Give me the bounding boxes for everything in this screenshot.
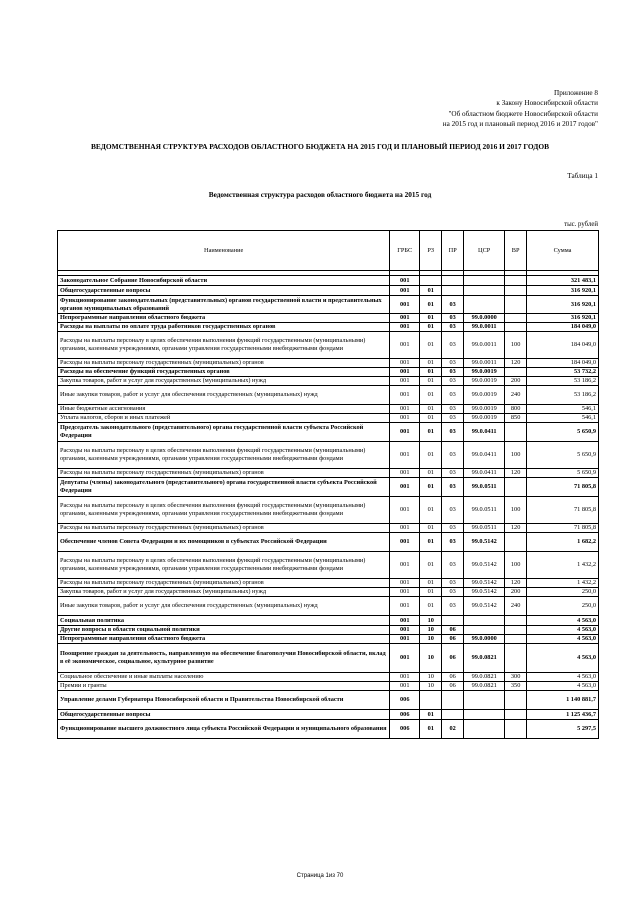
row-grbs: 001 xyxy=(390,405,420,414)
row-rz: 10 xyxy=(420,635,442,644)
row-name: Депутаты (члены) законодательного (представительного) органа государственной власти субъекта Российской Федерации xyxy=(58,478,390,497)
header-pr: ПР xyxy=(442,231,464,271)
row-grbs: 001 xyxy=(390,533,420,552)
row-rz: 01 xyxy=(420,296,442,314)
row-vr: 200 xyxy=(505,588,527,597)
row-vr xyxy=(505,286,527,296)
row-vr xyxy=(505,533,527,552)
row-sum: 184 049,0 xyxy=(527,359,599,368)
row-vr xyxy=(505,368,527,377)
row-name: Социальная политика xyxy=(58,616,390,626)
row-sum: 1 140 881,7 xyxy=(527,691,599,710)
row-vr xyxy=(505,644,527,673)
table-row xyxy=(58,478,599,497)
row-rz: 01 xyxy=(420,597,442,616)
row-csr: 99.0.0511 xyxy=(464,478,505,497)
row-grbs: 001 xyxy=(390,524,420,533)
row-pr: 06 xyxy=(442,682,464,691)
row-pr xyxy=(442,616,464,626)
table-row xyxy=(58,579,599,588)
row-rz: 01 xyxy=(420,710,442,720)
row-rz: 01 xyxy=(420,720,442,739)
row-name: Другие вопросы в области социальной политики xyxy=(58,626,390,635)
table-row xyxy=(58,616,599,626)
row-rz: 01 xyxy=(420,533,442,552)
table-row xyxy=(58,276,599,286)
row-vr xyxy=(505,720,527,739)
row-csr xyxy=(464,710,505,720)
row-name: Расходы на выплаты персоналу в целях обеспечения выполнения функций государственными (муниципальными) органами, казенными учреждениями, органами управления государственными внебюджетными фондами xyxy=(58,442,390,469)
row-pr xyxy=(442,276,464,286)
row-grbs: 001 xyxy=(390,377,420,386)
row-name: Расходы на выплаты персоналу государственных (муниципальных) органов xyxy=(58,579,390,588)
row-sum: 1 682,2 xyxy=(527,533,599,552)
row-name: Закупка товаров, работ и услуг для государственных (муниципальных) нужд xyxy=(58,377,390,386)
row-rz xyxy=(420,276,442,286)
row-rz: 01 xyxy=(420,359,442,368)
table-row xyxy=(58,682,599,691)
row-sum: 4 563,0 xyxy=(527,644,599,673)
row-name: Общегосударственные вопросы xyxy=(58,286,390,296)
row-csr: 99.0.0011 xyxy=(464,323,505,332)
row-name: Премии и гранты xyxy=(58,682,390,691)
row-name: Расходы на выплаты персоналу государственных (муниципальных) органов xyxy=(58,469,390,478)
row-sum: 5 650,9 xyxy=(527,423,599,442)
row-rz: 10 xyxy=(420,682,442,691)
row-sum: 316 920,1 xyxy=(527,296,599,314)
row-sum: 316 920,1 xyxy=(527,286,599,296)
row-sum: 4 563,0 xyxy=(527,673,599,682)
table-row xyxy=(58,442,599,469)
row-grbs: 001 xyxy=(390,579,420,588)
row-grbs: 001 xyxy=(390,386,420,405)
row-csr: 99.0.0011 xyxy=(464,332,505,359)
table-row xyxy=(58,497,599,524)
row-vr: 240 xyxy=(505,597,527,616)
row-name: Управление делами Губернатора Новосибирской области и Правительства Новосибирской области xyxy=(58,691,390,710)
row-csr: 99.0.0019 xyxy=(464,386,505,405)
row-name: Функционирование высшего должностного лица субъекта Российской Федерации и муниципального образования xyxy=(58,720,390,739)
row-sum: 5 297,5 xyxy=(527,720,599,739)
row-grbs: 001 xyxy=(390,673,420,682)
row-grbs: 001 xyxy=(390,588,420,597)
row-name: Расходы на выплаты по оплате труда работников государственных органов xyxy=(58,323,390,332)
row-pr: 03 xyxy=(442,579,464,588)
row-grbs: 001 xyxy=(390,442,420,469)
row-pr: 03 xyxy=(442,405,464,414)
row-pr: 03 xyxy=(442,414,464,423)
row-sum: 4 563,0 xyxy=(527,635,599,644)
row-pr: 03 xyxy=(442,323,464,332)
table-row xyxy=(58,720,599,739)
row-csr xyxy=(464,276,505,286)
row-csr xyxy=(464,616,505,626)
row-csr: 99.0.0411 xyxy=(464,423,505,442)
row-grbs: 001 xyxy=(390,286,420,296)
appendix-line-1: Приложение 8 xyxy=(554,89,598,97)
row-csr xyxy=(464,286,505,296)
row-csr: 99.0.0019 xyxy=(464,405,505,414)
header-vr: ВР xyxy=(505,231,527,271)
row-csr: 99.0.0821 xyxy=(464,682,505,691)
row-pr: 03 xyxy=(442,533,464,552)
row-csr xyxy=(464,691,505,710)
row-vr: 120 xyxy=(505,579,527,588)
table-row xyxy=(58,377,599,386)
row-sum: 250,0 xyxy=(527,597,599,616)
row-rz: 01 xyxy=(420,423,442,442)
row-sum: 184 049,0 xyxy=(527,332,599,359)
row-grbs: 001 xyxy=(390,478,420,497)
row-sum: 546,1 xyxy=(527,414,599,423)
row-pr: 03 xyxy=(442,478,464,497)
row-csr: 99.0.5142 xyxy=(464,588,505,597)
row-rz: 01 xyxy=(420,323,442,332)
row-vr: 100 xyxy=(505,332,527,359)
row-grbs: 001 xyxy=(390,644,420,673)
table-header-row xyxy=(58,231,599,271)
row-rz: 01 xyxy=(420,579,442,588)
row-grbs: 001 xyxy=(390,469,420,478)
row-sum: 1 432,2 xyxy=(527,579,599,588)
row-name: Расходы на обеспечение функций государственных органов xyxy=(58,368,390,377)
row-rz: 10 xyxy=(420,673,442,682)
main-title: ВЕДОМСТВЕННАЯ СТРУКТУРА РАСХОДОВ ОБЛАСТНОГО БЮДЖЕТА НА 2015 ГОД И ПЛАНОВЫЙ ПЕРИОД 2016 И 2017 ГОДОВ xyxy=(90,142,550,151)
row-name: Поощрение граждан за деятельность, направленную на обеспечение благополучия Новосибирской области, вклад в её экономическое, социальное, культурное развитие xyxy=(58,644,390,673)
row-grbs: 001 xyxy=(390,597,420,616)
row-csr: 99.0.0019 xyxy=(464,414,505,423)
row-vr xyxy=(505,276,527,286)
row-pr: 03 xyxy=(442,442,464,469)
header-csr: ЦСР xyxy=(464,231,505,271)
row-vr xyxy=(505,323,527,332)
row-vr xyxy=(505,296,527,314)
table-row xyxy=(58,314,599,323)
row-sum: 546,1 xyxy=(527,405,599,414)
row-grbs: 001 xyxy=(390,332,420,359)
row-pr: 03 xyxy=(442,497,464,524)
row-name: Функционирование законодательных (представительных) органов государственной власти и представительных органов муниципальных образований xyxy=(58,296,390,314)
sub-title: Ведомственная структура расходов областного бюджета на 2015 год xyxy=(208,190,432,199)
table-row xyxy=(58,359,599,368)
row-grbs: 001 xyxy=(390,497,420,524)
row-pr: 03 xyxy=(442,524,464,533)
budget-table xyxy=(57,230,599,739)
row-vr: 800 xyxy=(505,405,527,414)
row-name: Расходы на выплаты персоналу государственных (муниципальных) органов xyxy=(58,524,390,533)
appendix-line-4: на 2015 год и плановый период 2016 и 2017 годов" xyxy=(442,119,598,128)
row-pr: 06 xyxy=(442,673,464,682)
row-sum: 1 125 436,7 xyxy=(527,710,599,720)
row-vr xyxy=(505,626,527,635)
row-sum: 4 563,0 xyxy=(527,626,599,635)
table-row xyxy=(58,469,599,478)
row-csr: 99.0.5142 xyxy=(464,533,505,552)
appendix-line-3: "Об областном бюджете Новосибирской области xyxy=(448,109,598,118)
table-row xyxy=(58,423,599,442)
page-footer: Страница 1из 70 xyxy=(296,873,344,879)
row-grbs: 001 xyxy=(390,368,420,377)
row-vr: 120 xyxy=(505,469,527,478)
row-grbs: 001 xyxy=(390,359,420,368)
row-pr: 03 xyxy=(442,359,464,368)
row-csr: 99.0.0019 xyxy=(464,377,505,386)
row-sum: 53 732,2 xyxy=(527,368,599,377)
row-csr: 99.0.0019 xyxy=(464,368,505,377)
table-row xyxy=(58,386,599,405)
row-pr xyxy=(442,286,464,296)
table-row xyxy=(58,296,599,314)
table-row xyxy=(58,635,599,644)
row-sum: 321 483,1 xyxy=(527,276,599,286)
row-name: Законодательное Собрание Новосибирской области xyxy=(58,276,390,286)
row-name: Расходы на выплаты персоналу в целях обеспечения выполнения функций государственными (муниципальными) органами, казенными учреждениями, органами управления государственными внебюджетными фондами xyxy=(58,552,390,579)
row-vr xyxy=(505,635,527,644)
row-rz: 01 xyxy=(420,588,442,597)
row-vr xyxy=(505,478,527,497)
row-vr xyxy=(505,691,527,710)
row-csr: 99.0.0821 xyxy=(464,673,505,682)
row-vr: 240 xyxy=(505,386,527,405)
row-vr xyxy=(505,616,527,626)
row-grbs: 001 xyxy=(390,296,420,314)
row-name: Расходы на выплаты персоналу государственных (муниципальных) органов xyxy=(58,359,390,368)
row-pr: 02 xyxy=(442,720,464,739)
row-pr: 03 xyxy=(442,469,464,478)
units-label: тыс. рублей xyxy=(564,221,598,228)
row-vr: 350 xyxy=(505,682,527,691)
appendix-block xyxy=(443,88,598,129)
row-name: Уплата налогов, сборов и иных платежей xyxy=(58,414,390,423)
row-rz: 01 xyxy=(420,497,442,524)
row-grbs: 006 xyxy=(390,720,420,739)
row-vr: 300 xyxy=(505,673,527,682)
table-row xyxy=(58,597,599,616)
row-pr: 03 xyxy=(442,386,464,405)
row-sum: 5 650,9 xyxy=(527,469,599,478)
row-name: Непрограммные направления областного бюджета xyxy=(58,314,390,323)
row-pr: 03 xyxy=(442,314,464,323)
row-csr: 99.0.5142 xyxy=(464,579,505,588)
table-number: Таблица 1 xyxy=(567,172,598,180)
row-rz: 01 xyxy=(420,386,442,405)
row-pr: 03 xyxy=(442,332,464,359)
row-csr: 99.0.0511 xyxy=(464,524,505,533)
row-csr xyxy=(464,720,505,739)
row-name: Социальное обеспечение и иные выплаты населению xyxy=(58,673,390,682)
table-row xyxy=(58,524,599,533)
row-vr: 100 xyxy=(505,552,527,579)
row-name: Общегосударственные вопросы xyxy=(58,710,390,720)
row-pr xyxy=(442,710,464,720)
row-grbs: 001 xyxy=(390,552,420,579)
row-rz: 01 xyxy=(420,414,442,423)
row-pr: 06 xyxy=(442,644,464,673)
header-rz: РЗ xyxy=(420,231,442,271)
row-vr: 100 xyxy=(505,497,527,524)
row-csr: 99.0.0000 xyxy=(464,635,505,644)
row-rz: 01 xyxy=(420,469,442,478)
header-name: Наименование xyxy=(58,231,390,271)
row-pr: 03 xyxy=(442,597,464,616)
row-vr xyxy=(505,314,527,323)
table-row xyxy=(58,323,599,332)
table-row xyxy=(58,626,599,635)
table-row xyxy=(58,644,599,673)
table-row xyxy=(58,405,599,414)
appendix-line-2: к Закону Новосибирской области xyxy=(496,99,598,108)
row-pr: 03 xyxy=(442,377,464,386)
row-sum: 71 805,8 xyxy=(527,497,599,524)
row-csr: 99.0.0011 xyxy=(464,359,505,368)
row-csr: 99.0.0411 xyxy=(464,469,505,478)
table-row xyxy=(58,710,599,720)
row-grbs: 001 xyxy=(390,626,420,635)
row-pr: 03 xyxy=(442,552,464,579)
row-name: Председатель законодательного (представительного) органа государственной власти субъекта Российской Федерации xyxy=(58,423,390,442)
row-sum: 5 650,9 xyxy=(527,442,599,469)
row-pr: 03 xyxy=(442,368,464,377)
table-row xyxy=(58,286,599,296)
row-csr: 99.0.0411 xyxy=(464,442,505,469)
row-pr: 03 xyxy=(442,588,464,597)
row-pr: 06 xyxy=(442,626,464,635)
row-vr: 850 xyxy=(505,414,527,423)
row-sum: 53 186,2 xyxy=(527,377,599,386)
row-grbs: 006 xyxy=(390,710,420,720)
row-pr: 03 xyxy=(442,296,464,314)
row-pr: 06 xyxy=(442,635,464,644)
row-name: Иные бюджетные ассигнования xyxy=(58,405,390,414)
row-rz: 10 xyxy=(420,616,442,626)
row-grbs: 001 xyxy=(390,314,420,323)
row-grbs: 001 xyxy=(390,414,420,423)
row-csr xyxy=(464,296,505,314)
row-rz: 01 xyxy=(420,314,442,323)
row-grbs: 001 xyxy=(390,423,420,442)
row-grbs: 001 xyxy=(390,323,420,332)
row-rz: 01 xyxy=(420,478,442,497)
row-csr: 99.0.5142 xyxy=(464,597,505,616)
row-sum: 316 920,1 xyxy=(527,314,599,323)
table-row xyxy=(58,368,599,377)
row-rz: 01 xyxy=(420,332,442,359)
row-csr: 99.0.0821 xyxy=(464,644,505,673)
row-sum: 184 049,0 xyxy=(527,323,599,332)
row-name: Закупка товаров, работ и услуг для государственных (муниципальных) нужд xyxy=(58,588,390,597)
header-sum: Сумма xyxy=(527,231,599,271)
row-pr: 03 xyxy=(442,423,464,442)
row-rz: 01 xyxy=(420,377,442,386)
table-row xyxy=(58,588,599,597)
table-row xyxy=(58,332,599,359)
row-rz: 01 xyxy=(420,524,442,533)
row-csr: 99.0.5142 xyxy=(464,552,505,579)
row-name: Непрограммные направления областного бюджета xyxy=(58,635,390,644)
row-csr: 99.0.0000 xyxy=(464,314,505,323)
row-vr xyxy=(505,423,527,442)
row-rz: 01 xyxy=(420,405,442,414)
row-vr: 200 xyxy=(505,377,527,386)
row-pr xyxy=(442,691,464,710)
row-grbs: 001 xyxy=(390,616,420,626)
row-grbs: 001 xyxy=(390,635,420,644)
row-vr xyxy=(505,710,527,720)
row-rz: 01 xyxy=(420,442,442,469)
row-name: Иные закупки товаров, работ и услуг для обеспечения государственных (муниципальных) нужд xyxy=(58,386,390,405)
row-rz xyxy=(420,691,442,710)
row-sum: 53 186,2 xyxy=(527,386,599,405)
row-sum: 71 805,8 xyxy=(527,524,599,533)
row-grbs: 006 xyxy=(390,691,420,710)
row-grbs: 001 xyxy=(390,276,420,286)
table-row xyxy=(58,414,599,423)
row-vr: 100 xyxy=(505,442,527,469)
row-name: Иные закупки товаров, работ и услуг для обеспечения государственных (муниципальных) нужд xyxy=(58,597,390,616)
row-rz: 01 xyxy=(420,286,442,296)
row-csr xyxy=(464,626,505,635)
row-sum: 1 432,2 xyxy=(527,552,599,579)
row-sum: 4 563,0 xyxy=(527,616,599,626)
table-row xyxy=(58,691,599,710)
row-rz: 01 xyxy=(420,552,442,579)
header-grbs: ГРБС xyxy=(390,231,420,271)
row-vr: 120 xyxy=(505,359,527,368)
row-sum: 250,0 xyxy=(527,588,599,597)
row-rz: 10 xyxy=(420,626,442,635)
row-name: Обеспечение членов Совета Федерации и их помощников в субъектах Российской Федерации xyxy=(58,533,390,552)
table-row xyxy=(58,533,599,552)
row-grbs: 001 xyxy=(390,682,420,691)
row-csr: 99.0.0511 xyxy=(464,497,505,524)
table-row xyxy=(58,552,599,579)
row-name: Расходы на выплаты персоналу в целях обеспечения выполнения функций государственными (муниципальными) органами, казенными учреждениями, органами управления государственными внебюджетными фондами xyxy=(58,497,390,524)
row-rz: 01 xyxy=(420,368,442,377)
row-sum: 71 805,8 xyxy=(527,478,599,497)
row-name: Расходы на выплаты персоналу в целях обеспечения выполнения функций государственными (муниципальными) органами, казенными учреждениями, органами управления государственными внебюджетными фондами xyxy=(58,332,390,359)
row-rz: 10 xyxy=(420,644,442,673)
table-row xyxy=(58,673,599,682)
row-vr: 120 xyxy=(505,524,527,533)
row-sum: 4 563,0 xyxy=(527,682,599,691)
